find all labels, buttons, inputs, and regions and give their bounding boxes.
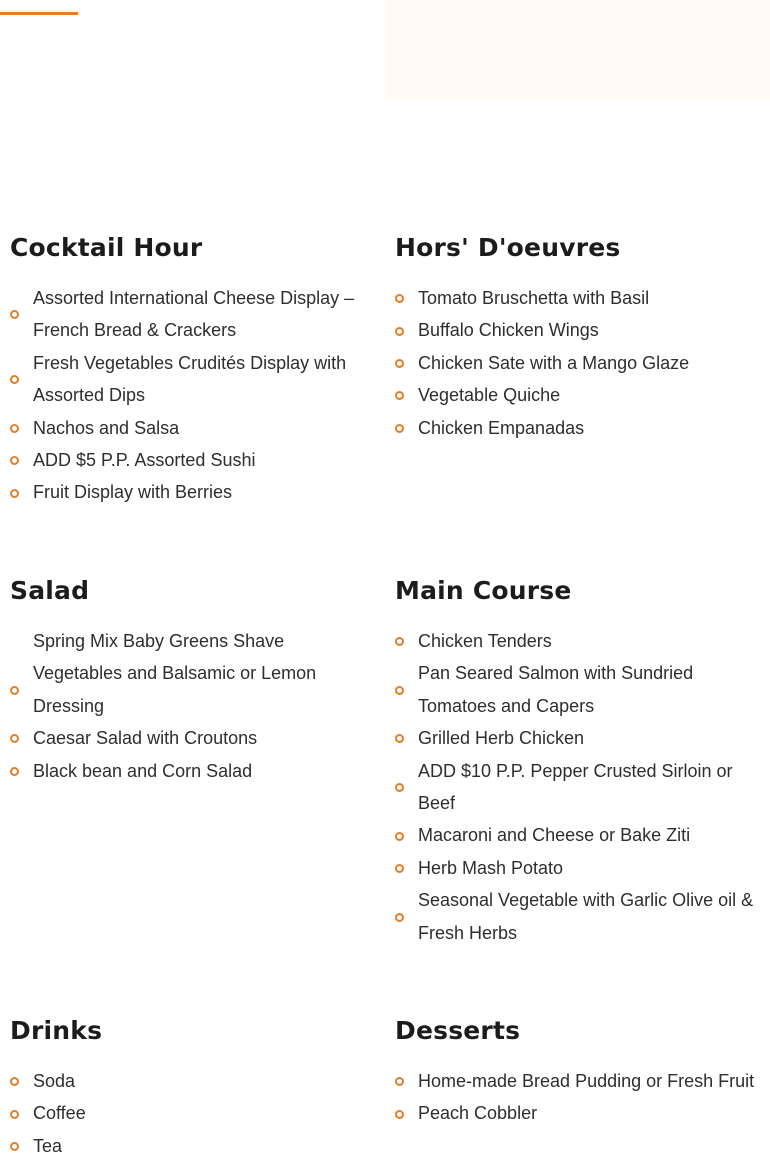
section-hors-doeuvres [395, 232, 765, 444]
circle-bullet-icon [10, 489, 19, 498]
section-title-salad: Salad [10, 576, 90, 605]
circle-bullet-icon [395, 327, 404, 336]
section-main-course [395, 575, 765, 949]
list-item: Nachos and Salsa [10, 412, 380, 444]
circle-bullet-icon [395, 686, 404, 695]
section-title-desserts: Desserts [395, 1016, 521, 1045]
section-desserts [395, 1015, 765, 1130]
circle-bullet-icon [395, 783, 404, 792]
list-item: Soda [10, 1065, 380, 1097]
list-item: Fruit Display with Berries [10, 476, 380, 508]
circle-bullet-icon [395, 1077, 404, 1086]
menu-list-drinks [10, 1065, 380, 1162]
circle-bullet-icon [10, 456, 19, 465]
list-item: Seasonal Vegetable with Garlic Olive oil & Fresh Herbs [395, 884, 765, 949]
menu-list-main-course [395, 625, 765, 949]
list-item: Peach Cobbler [395, 1097, 765, 1129]
circle-bullet-icon [395, 294, 404, 303]
list-item: Chicken Empanadas [395, 412, 765, 444]
menu-list-hors-doeuvres [395, 282, 765, 444]
menu-list-cocktail-hour [10, 282, 380, 509]
list-item: Black bean and Corn Salad [10, 755, 380, 787]
list-item: Pan Seared Salmon with Sundried Tomatoes and Capers [395, 657, 765, 722]
section-title-drinks: Drinks [10, 1016, 103, 1045]
list-item: Fresh Vegetables Crudités Display with Assorted Dips [10, 347, 380, 412]
list-item: Home-made Bread Pudding or Fresh Fruit [395, 1065, 765, 1097]
menu-list-salad [10, 625, 380, 787]
header-panel [385, 0, 770, 100]
list-item: Herb Mash Potato [395, 852, 765, 884]
circle-bullet-icon [10, 424, 19, 433]
list-item: ADD $10 P.P. Pepper Crusted Sirloin or Beef [395, 755, 765, 820]
circle-bullet-icon [395, 637, 404, 646]
circle-bullet-icon [395, 391, 404, 400]
circle-bullet-icon [10, 375, 19, 384]
menu-list-desserts [395, 1065, 765, 1130]
section-title-cocktail-hour: Cocktail Hour [10, 233, 203, 262]
circle-bullet-icon [10, 1077, 19, 1086]
list-item: Grilled Herb Chicken [395, 722, 765, 754]
circle-bullet-icon [395, 1110, 404, 1119]
list-item: Vegetables and Balsamic or Lemon Dressing [10, 657, 380, 722]
list-item: Assorted International Cheese Display – French Bread & Crackers [10, 282, 380, 347]
list-item: Vegetable Quiche [395, 379, 765, 411]
circle-bullet-icon [10, 310, 19, 319]
list-item: Chicken Tenders [395, 625, 765, 657]
section-title-hors-doeuvres: Hors' D'oeuvres [395, 233, 621, 262]
list-item: Macaroni and Cheese or Bake Ziti [395, 819, 765, 851]
circle-bullet-icon [395, 734, 404, 743]
circle-bullet-icon [395, 424, 404, 433]
circle-bullet-icon [10, 1110, 19, 1119]
list-item: Tomato Bruschetta with Basil [395, 282, 765, 314]
list-item: Caesar Salad with Croutons [10, 722, 380, 754]
list-item: ADD $5 P.P. Assorted Sushi [10, 444, 380, 476]
section-salad [10, 575, 380, 787]
section-title-main-course: Main Course [395, 576, 572, 605]
list-item: Buffalo Chicken Wings [395, 314, 765, 346]
section-drinks [10, 1015, 380, 1162]
circle-bullet-icon [10, 767, 19, 776]
list-item: Coffee [10, 1097, 380, 1129]
list-item: Tea [10, 1130, 380, 1162]
circle-bullet-icon [395, 913, 404, 922]
circle-bullet-icon [395, 864, 404, 873]
circle-bullet-icon [395, 359, 404, 368]
list-item: Spring Mix Baby Greens Shave [33, 631, 285, 651]
circle-bullet-icon [395, 832, 404, 841]
circle-bullet-icon [10, 1142, 19, 1151]
circle-bullet-icon [10, 686, 19, 695]
section-cocktail-hour [10, 232, 380, 509]
accent-divider [0, 12, 78, 15]
list-item: Chicken Sate with a Mango Glaze [395, 347, 765, 379]
circle-bullet-icon [10, 734, 19, 743]
